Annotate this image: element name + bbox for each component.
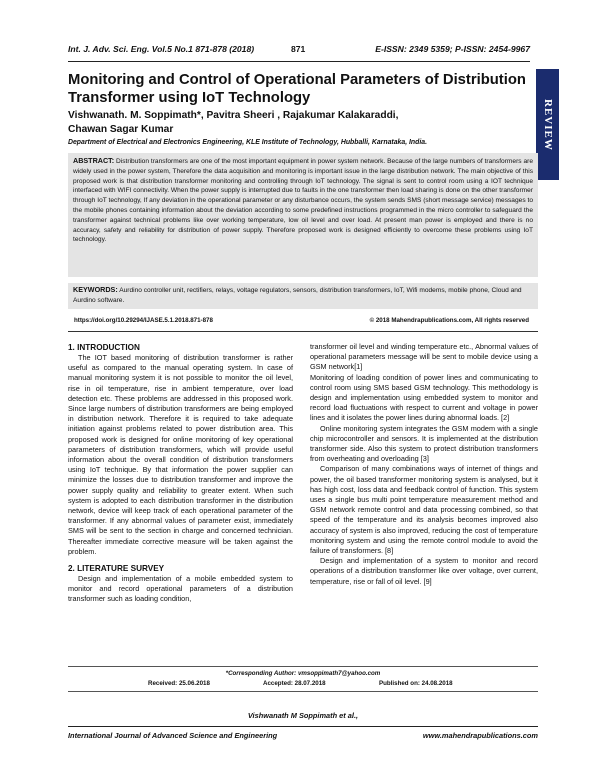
corresponding-author: *Corresponding Author: vmsoppimath7@yahoo.com <box>225 670 381 677</box>
left-column <box>68 342 293 605</box>
page-number: 871 <box>291 44 306 54</box>
authors-line-2: Chawan Sagar Kumar <box>68 124 174 135</box>
running-author: Vishwanath M Soppimath et al., <box>247 711 359 720</box>
running-header <box>68 44 530 58</box>
literature-paragraph-3: Online monitoring system integrates the GSM modem with a single chip microcontroller and sensors. It is implemented at the distribution transformer side. Also this system to protect distribution transformers from overheating and overloading [3] <box>310 423 538 464</box>
introduction-heading: 1. INTRODUCTION <box>68 343 140 352</box>
copyright: © 2018 Mahendrapublications.com, All rights reserved <box>369 317 529 324</box>
keywords-text: Aurdino controller unit, rectifiers, relays, voltage regulators, sensors, distribution transformers, IoT, Wifi modems, mobile phone, Cloud and Aurdino software. <box>73 287 522 304</box>
literature-paragraph-1: Design and implementation of a mobile embedded system to monitor and record operational parameters of a distribution transformer such as loading condition, <box>68 574 293 604</box>
author-list <box>68 109 518 137</box>
header-rule <box>68 61 530 62</box>
affiliation: Department of Electrical and Electronics Engineering, KLE Institute of Technology, Hubballi, Karnataka, India. <box>68 139 428 146</box>
literature-survey-heading: 2. LITERATURE SURVEY <box>68 564 165 574</box>
footnote-rule <box>68 666 538 667</box>
abstract-label: ABSTRACT: <box>73 156 115 165</box>
abstract-text: Distribution transformers are one of the most important equipment in power system network. Because of the large numbers of transformers are widely used in the power system, Therefore the data acquisition and monitoring is important issue in the large distribution network. The main objective of this proposed work is that distribution transformer monitoring and controlling through IoT technology. The signal is sent to control room using a IOT technique interfaced with WIFI connectivity. When the power supply is interrupted due to faults in the one transformer then load sharing is done on the other transformer through IoT technology, If any deviation in the operational parameter or any disturbance occurs, the system sends SMS (short message service) messages to the mobile phones containing information about the deviation according to some predefined instructions programmed in the micro controller to safeguard the transformer against technical problems like over working temperature, low oil level and over load. At present man power is employed and there is no accuracy, safety and reliability for distribution of power supply. Therefore proposed work is designed efficiently to overcome these problems using IoT technology. <box>73 158 533 244</box>
right-column <box>310 342 538 587</box>
literature-paragraph-5: Design and implementation of a system to monitor and record operations of a distribution transformer like over voltage, over current, temperature, rise or fall of oil level. [9] <box>310 556 538 586</box>
literature-paragraph-2: Monitoring of loading condition of power lines and communicating to control room using SMS based GSM technology. This methodology is design and implementation using embedded system to monitor and record load fluctuations with respect to current and voltage in power lines and it isolates the power lines during abnormal loads. [2] <box>310 372 538 423</box>
keywords-label: KEYWORDS: <box>73 285 118 294</box>
literature-paragraph-continued: transformer oil level and winding temperature etc., Abnormal values of operational parameters message will be sent to mobile device using a GSM network[1] <box>310 342 538 372</box>
abstract-box <box>68 153 538 277</box>
paper-title: Monitoring and Control of Operational Parameters of Distribution Transformer using IoT Technology <box>68 72 526 106</box>
website-link[interactable]: www.mahendrapublications.com <box>422 731 538 740</box>
footer-rule <box>68 726 538 727</box>
accepted-date: Accepted: 28.07.2018 <box>263 680 326 687</box>
journal-name: International Journal of Advanced Science and Engineering <box>68 731 278 740</box>
article-type-label: REVIEW ARTICLE <box>536 69 559 180</box>
footnote-rule-bottom <box>68 691 538 692</box>
section-divider <box>68 331 538 332</box>
doi-link[interactable]: https://doi.org/10.29294/IJASE.5.1.2018.871-878 <box>74 317 213 324</box>
literature-paragraph-4: Comparison of many combinations ways of internet of things and power, the oil based transformer monitoring system is analysed, but it has high cost, loss data and feedback control of function. This system uses a single bus multi point temperature measurement method and GSM network remote control and data processing combined, so that speed of the temperature and its analysis becomes improved also accuracy of system is also improved, reducing the cost of temperature monitoring system and using the remote control module to avoid the failure of transformers. [8] <box>310 464 538 556</box>
authors-line-1: Vishwanath. M. Soppimath*, Pavitra Sheeri , Rajakumar Kalakaraddi, <box>68 110 399 121</box>
issn: E-ISSN: 2349 5359; P-ISSN: 2454-9967 <box>375 44 530 54</box>
keywords-box <box>68 283 538 309</box>
received-date: Received: 25.06.2018 <box>148 680 210 687</box>
introduction-paragraph: The IOT based monitoring of distribution transformer is rather useful as compared to the manual operating system. In case of manual monitoring system it is not possible to monitor the oil level, rise in oil temperature, rise in ambient temperature, over load detection etc. These problems are addressed in this proposed work. Since large numbers of distribution transformers are being employed in distribution network. Therefore it is required to take adequate initiation against problems related to power distribution area. This proposed work is designed for online monitoring of key operational parameters of distribution transformers, which will provide useful information about the overall condition of distribution transformers using IoT technique. By that information the power supplier can minimize the losses due to distribution transformer and improve the power supply quality and reliability to greater extent. When such system is adopted to each distribution transformer in the distribution network, device will keep track of each operational parameter of the transformer. If any abnormal values of parameter exist, immediately SMS will be sent to the section in charge and concerned technician. Thereafter immediate corrective measure will be taken against the problem. <box>68 353 293 556</box>
published-date: Published on: 24.08.2018 <box>379 680 453 687</box>
journal-reference: Int. J. Adv. Sci. Eng. Vol.5 No.1 871-878 (2018) <box>68 44 255 54</box>
